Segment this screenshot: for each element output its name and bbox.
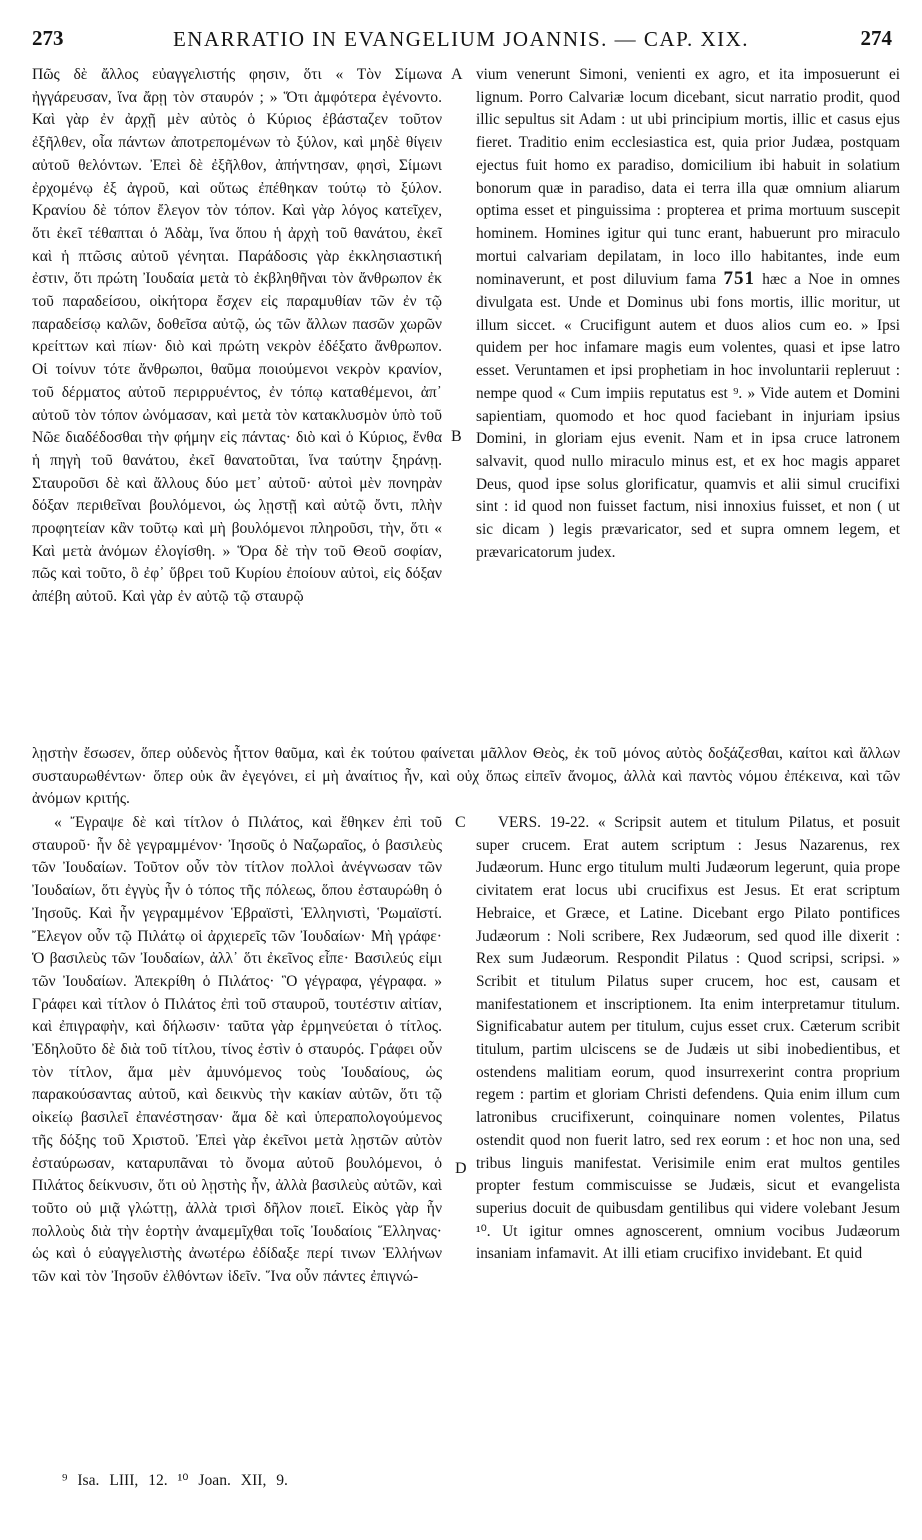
latin-column-bottom — [476, 812, 900, 1266]
greek-column-top — [32, 64, 442, 609]
running-header — [22, 26, 900, 56]
margin-letter-a: A — [451, 66, 463, 83]
left-page-number: 273 — [32, 26, 64, 50]
latin-paragraph-1-after: hæc a Noe in omnes divulgata est. Unde et Dominus ubi fons mortis, illic moritur, ut illum siccet. « Crucifigunt autem et duos alios cum eo. » Ipsi quidem per hoc infamare magis eum volentes, quasi et ipse latro esset. Veruntamen et ipsi prophetiam in hoc involuntarii repleruut : nempe quod « Cum impiis reputatus est ⁹. » Vide autem et Domini sapientiam, quomodo et hoc quod faciebant in injuriam ipsius Domini, in gloriam ejus evenit. Nam et in ipsa cruce latronem salvavit, quod nullo miraculo minus est, et ex hoc magis apparet Deus, quod ipse solus glorificatur, quamvis et alii simul crucifixi sint : id quod non fuisset factum, nisi innoxius fuisset, et non ( ut sic dicam ) legis prævaricator, sed et supra omnem legem, et prævaricatorum judex. — [476, 271, 901, 561]
latin-paragraph-1-before: vium venerunt Simoni, venienti ex agro, et ita imposuerunt ei lignum. Porro Calvariæ locum dicebant, sicut narratio prodit, quod illic sepultus sit Adam : ut ubi principium mortis, illic et casus ejus fieret. Traditio enim ecclesiastica est, quia prior Judæa, postquam ejectus fuit homo ex paradiso, domicilium ibi habuit in solatium bonorum quæ in paradiso, data ei terra illa quæ omnium aliarum optima esset et pinguissima : propterea et prima mortuum suscepit hominem. Homines igitur qui tunc erant, habuerunt pro miraculo mortui calvariam depilatam, in loco illo habitantes, inde eum nominaverunt, et post diluvium fama — [476, 66, 900, 289]
greek-full-width-continuation — [32, 743, 900, 811]
greek-paragraph-1: Πῶς δὲ ἄλλος εὐαγγελιστής φησιν, ὅτι « Τὸν Σίμωνα ἠγγάρευσαν, ἵνα ἄρῃ τὸν σταυρόν ; » Ὅτι ἀμφότερα ἐγένοντο. Καὶ γὰρ ἐν ἀρχῇ μὲν αὐτὸς ὁ Κύριος ἐβάσταζεν τοῦτον ἐξῆλθεν, οἷα πάντων ἀποτρεπομένων τὸ ξύλον, καὶ μηδὲ θίγειν αὐτοῦ θελόντων. Ἐπεὶ δὲ ἐξῆλθον, ἀπήντησαν, φησὶ, Σίμωνι ἐρχομένῳ ἐξ ἀγροῦ, καὶ οὕτως ἐπέθηκαν τούτῳ τὸ ξύλον. Κρανίου δὲ τόπον ἔλεγον τὸν τόπον. Καὶ γὰρ λόγος κατεῖχεν, ὅτι ἐκεῖ τέθαπται ὁ Ἀδὰμ, ἵνα ὅπου ἡ ἀρχὴ τοῦ θανάτου, ἐκεῖ καὶ ἡ πτῶσις αὐτοῦ γένηται. Παράδοσις γὰρ ἐκκλησιαστική ἐστιν, ὅτι πρώτη Ἰουδαία μετὰ τὸ ἐκβληθῆναι τὸν ἄνθρωπον ἐκ τοῦ παραδείσου, οἰκήτορα ἔσχεν εἰς παραμυθίαν τῶν ἐν τῷ παραδείσῳ καλῶν, δοθεῖσα αὐτῷ, ὡς τῶν ἄλλων πασῶν χωρῶν κρείττων καὶ πίων· διὸ καὶ πρώτη νεκρὸν ἐδέξατο ἄνθρωπον. Οἱ τοίνυν τότε ἄνθρωποι, θαῦμα ποιούμενοι νεκρὸν κρανίον, τοῦ δέρματος αὐτοῦ περιρρυέντος, ἐν τόπῳ καταθέμενοι, ἀπ᾽ αὐτοῦ τὸν τόπον ὠνόμασαν, καὶ μετὰ τὸν κατακλυσμὸν ὑπὸ τοῦ Νῶε διαδέδοσθαι τὴν φήμην εἰς πάντας· διὸ καὶ ὁ Κύριος, ἔνθα ἡ πηγὴ τοῦ θανάτου, ἐκεῖ θανατοῦται, ἵνα ταύτην ξηράνῃ. Σταυροῦσι δὲ καὶ ἄλλους δύο μετ᾽ αὐτοῦ· αὐτοὶ μὲν πονηρὰν δόξαν περιθεῖναι βουλόμενοι, ὡς λῃστῇ καὶ αὐτῷ ὄντι, πλὴν προφητείαν κἂν τοῦτῳ καὶ μὴ βουλόμενοι πληροῦσι, τὴν, ὅτι « Καὶ μετὰ ἀνόμων ἐλογίσθη. » Ὅρα δὲ τὴν τοῦ Θεοῦ σοφίαν, πῶς καὶ τοῦτο, ὃ ἐφ᾽ ὕβρει τοῦ Κυρίου ἐποίουν αὐτοὶ, εἰς δόξαν ἀπέβη αὐτοῦ. Καὶ γὰρ ἐν αὐτῷ τῷ σταυρῷ — [32, 66, 442, 606]
latin-paragraph-1 — [476, 64, 900, 564]
greek-full-paragraph: λῃστὴν ἔσωσεν, ὅπερ οὐδενὸς ἧττον θαῦμα, καὶ ἐκ τούτου φαίνεται μᾶλλον Θεὸς, ἐκ τοῦ μόνος αὐτὸς δοξάζεσθαι, καίτοι καὶ ἄλλων συσταυρωθέντων· ὅπερ οὐκ ἂν ἐγεγόνει, εἰ μὴ ἀναίτιος ἦν, καὶ οὐχ ὅπως εἰπεῖν ἄνομος, ἀλλὰ καὶ παντὸς νόμου ἐπέκεινα, καὶ τῶν ἀνόμων κριτής. — [32, 745, 900, 808]
running-title: ENARRATIO IN EVANGELIUM JOANNIS. — CAP. XIX. — [172, 27, 750, 51]
column-number: 751 — [723, 268, 755, 290]
margin-letter-d: D — [455, 1160, 467, 1177]
greek-paragraph-2: « Ἔγραψε δὲ καὶ τίτλον ὁ Πιλάτος, καὶ ἔθηκεν ἐπὶ τοῦ σταυροῦ· ἦν δὲ γεγραμμένον· Ἰησοῦς ὁ Ναζωραῖος, ὁ βασιλεὺς τῶν Ἰουδαίων. Τοῦτον οὖν τὸν τίτλον πολλοὶ ἀνέγνωσαν τῶν Ἰουδαίων, ὅτι ἐγγὺς ἦν ὁ τόπος τῆς πόλεως, ὅπου ἐσταυρώθη ὁ Ἰησοῦς. Καὶ ἦν γεγραμμένον Ἑβραϊστὶ, Ἑλληνιστὶ, Ῥωμαϊστί. Ἔλεγον οὖν τῷ Πιλάτῳ οἱ ἀρχιερεῖς τῶν Ἰουδαίων· Μὴ γράφε· Ὁ βασιλεὺς τῶν Ἰουδαίων, ἀλλ᾽ ὅτι ἐκεῖνος εἶπε· Βασιλεύς εἰμι τῶν Ἰουδαίων. Ἀπεκρίθη ὁ Πιλάτος· Ὃ γέγραφα, γέγραφα. » Γράφει καὶ τίτλον ὁ Πιλάτος ἐπὶ τοῦ σταυροῦ, τουτέστιν αἰτίαν, καὶ ἐπιγραφὴν, καὶ δήλωσιν· ταῦτα γὰρ ἑρμηνεύεται ὁ τίτλος. Ἐδηλοῦτο δὲ διὰ τοῦ τίτλου, τίνος ἐστὶν ὁ σταυρός. Γράφει οὖν τὸν τίτλον, ἅμα μὲν ἀμυνόμενος τοὺς Ἰουδαίους, ὡς παρακούσαντας αὐτοῦ, καὶ δεικνὺς τὴν κακίαν αὐτῶν, ὅτι τῷ οἰκείῳ βασιλεῖ ἐπανέστησαν· ἅμα δὲ καὶ ὑπεραπολογούμενος τῆς δόξης τοῦ Χριστοῦ. Ἐπεὶ γὰρ ἐκεῖνοι μετὰ λῃστῶν αὐτὸν ἐσταύρωσαν, καταρυπᾶναι τὸ ὄνομα αὐτοῦ βουλόμενοι, ὁ Πιλάτος δείκνυσιν, ὅτι οὐ λῃστὴς ἦν, ἀλλὰ βασιλεὺς αὐτῶν, καὶ τοῦτο οὐ μιᾷ γλώττῃ, ἀλλὰ τρισὶ δῆλον ποιεῖ. Εἰκὸς γὰρ ἦν πολλοὺς διὰ τὴν ἑορτὴν ἀναμεμῖχθαι τοῖς Ἰουδαίοις Ἕλληνας· ὡς καὶ ὁ εὐαγγελιστὴς ἀνωτέρω ἐδίδαξε περί τινων Ἑλλήνων τῶν καὶ τὸν Ἰησοῦν ἐλθόντων ἰδεῖν. Ἵνα οὖν πάντες ἐπιγνώ- — [32, 814, 442, 1286]
greek-column-bottom — [32, 812, 442, 1289]
margin-letter-c: C — [455, 814, 466, 831]
margin-letter-b: B — [451, 428, 462, 445]
latin-paragraph-2: VERS. 19-22. « Scripsit autem et titulum Pilatus, et posuit super crucem. Erat autem scriptum : Jesus Nazarenus, rex Judæorum. Hunc ergo titulum multi Judæorum legerunt, quia prope civitatem erat locus ubi crucifixus est Jesus. Et erat scriptum Hebraice, et Græce, et Latine. Dicebant ergo Pilato pontifices Judæorum : Noli scribere, Rex Judæorum, sed quod ille dixerit : Rex sum Judæorum. Respondit Pilatus : Quod scripsi, scripsi. » Scribit et titulum Pilatus super crucem, hoc est, causam et manifestationem et inscriptionem. Ita enim interpretamur titulum. Significabatur autem per titulum, cujus esset crux. Cæterum scribit titulum, partim ulciscens se de Judæis ut sibi inobedientibus, et ostendens malitiam eorum, quod insurrexerint contra proprium regem : partim et gloriam Christi defendens. Quia enim illum cum latronibus crucifixerunt, coinquinare nomen volentes, Pilatus ostendit quod non fuerit latro, sed rex eorum : et hoc non una, sed tribus linguis manifestat. Verisimile enim erat multos gentiles propter festum commiscuisse se Judæis, sicut et evangelista superius docuit de quibusdam gentilibus qui videre volebant Jesum ¹⁰. Ut igitur omnes agnoscerent, omnium vocibus Judæorum insaniam infamavit. At illi etiam crucifixo invidebant. Et quid — [476, 814, 900, 1263]
right-page-number: 274 — [860, 26, 892, 50]
footnotes: ⁹ Isa. LIII, 12. ¹⁰ Joan. XII, 9. — [62, 1472, 288, 1489]
latin-column-top — [476, 64, 900, 564]
